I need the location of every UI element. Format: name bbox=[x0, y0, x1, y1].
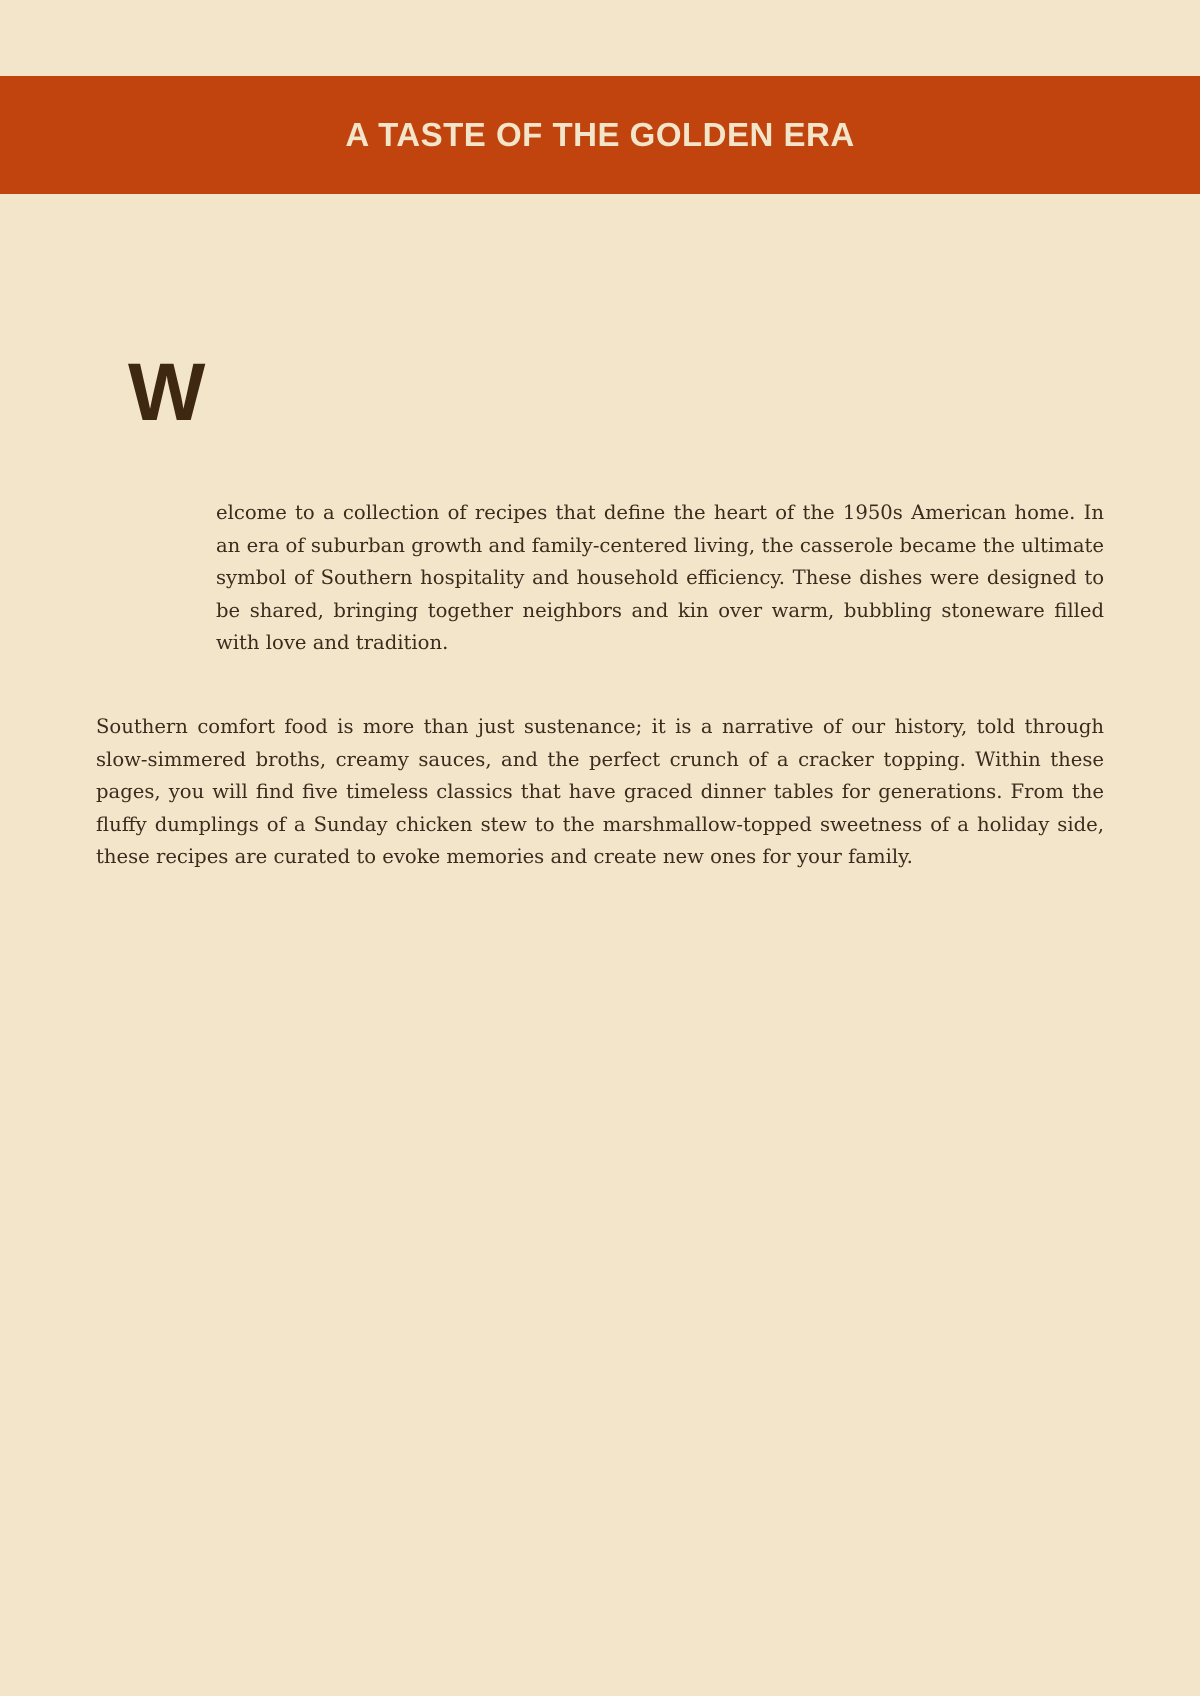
title-banner bbox=[0, 76, 1200, 194]
drop-cap: W bbox=[128, 347, 206, 438]
page-title: A TASTE OF THE GOLDEN ERA bbox=[345, 116, 855, 153]
body-paragraph: Southern comfort food is more than just sustenance; it is a narrative of our history, told through slow-simmered broths, creamy sauces, and the perfect crunch of a cracker topping. Within these pages, you will find five timeless classics that have graced dinner tables for generations. From the fluffy dumplings of a Sunday chicken stew to the marshmallow-topped sweetness of a holiday side, these recipes are curated to evoke memories and create new ones for your family. bbox=[96, 715, 1104, 868]
intro-paragraph: elcome to a collection of recipes that define the heart of the 1950s American home. In an era of suburban growth and family-centered living, the casserole became the ultimate symbol of Southern hospitality and household efficiency. These dishes were designed to be shared, bringing together neighbors and kin over warm, bubbling stoneware filled with love and tradition. bbox=[216, 501, 1104, 654]
